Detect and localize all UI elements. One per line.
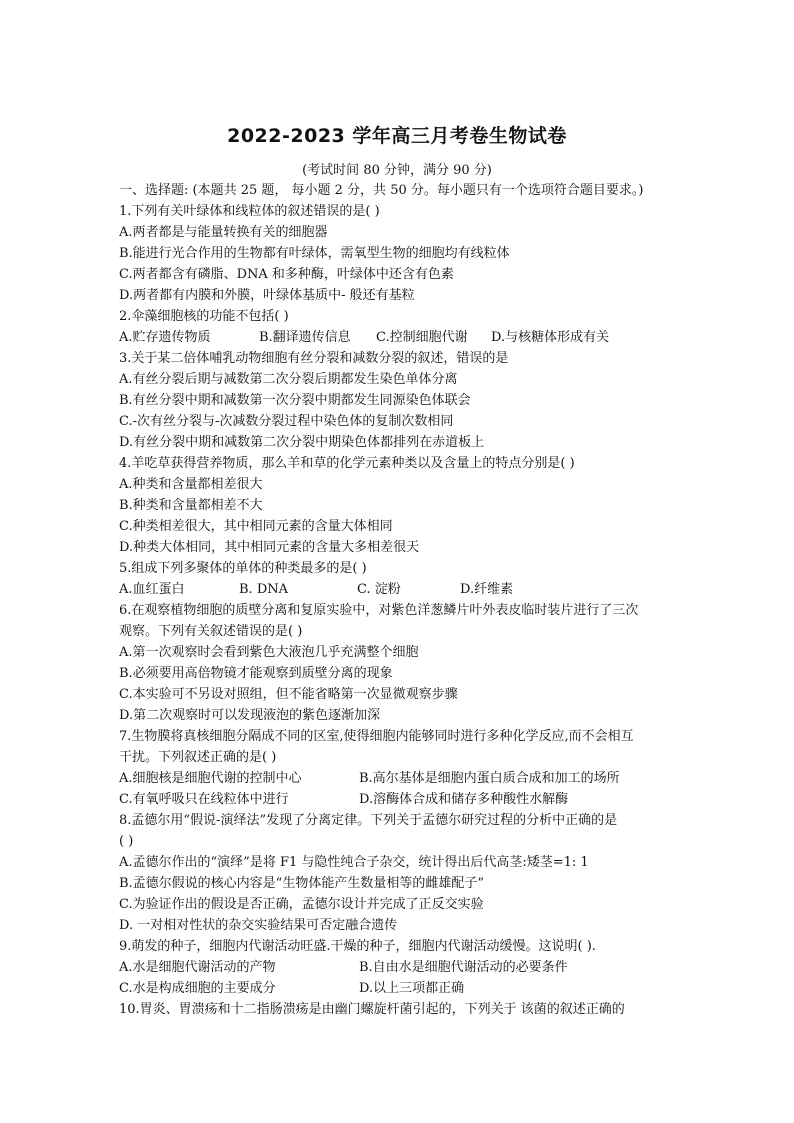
option-c: C.为验证作出的假设是否正确，孟德尔设计并完成了正反交实验: [119, 897, 484, 912]
page-title: 2022-2023 学年高三月考卷生物试卷: [227, 125, 567, 147]
option-d: D.与核糖体形成有关: [491, 330, 610, 345]
options-row: [119, 978, 679, 999]
question-stem: 4.羊吃草获得营养物质，那么羊和草的化学元素种类以及含量上的特点分别是( ): [119, 456, 575, 471]
question-stem: 10.胃炎、胃溃疡和十二指肠溃疡是由幽门螺旋杆菌引起的，下列关于 该菌的叙述正确的: [119, 1002, 625, 1017]
option-c: C.-次有丝分裂与-次减数分裂过程中染色体的复制次数相同: [119, 414, 454, 429]
question-stem-continued: 观察。下列有关叙述错误的是( ): [119, 624, 303, 639]
option-a: A.水是细胞代谢活动的产物: [119, 960, 276, 975]
option-b: B.必须要用高倍物镜才能观察到质壁分离的现象: [119, 666, 393, 681]
option-a: A.细胞核是细胞代谢的控制中心: [119, 771, 302, 786]
question-body: [119, 180, 679, 1020]
option-a: A.孟德尔作出的“演绎”是将 F1 与隐性纯合子杂交，统计得出后代高茎:矮茎=1: 1: [119, 855, 589, 870]
option-c: C.控制细胞代谢: [376, 330, 468, 345]
option-d: D.溶酶体合成和储存多种酸性水解酶: [359, 792, 569, 807]
option-a: A.两者都是与能量转换有关的细胞器: [119, 225, 328, 240]
option-c: C. 淀粉: [357, 582, 401, 597]
question-stem-continued: ( ): [119, 834, 134, 849]
option-a: A.有丝分裂后期与减数第二次分裂后期都发生染色单体分离: [119, 372, 458, 387]
options-row: [119, 768, 679, 789]
option-d: D.纤维素: [460, 582, 514, 597]
option-d: D.有丝分裂中期和减数第二次分裂中期染色体都排列在赤道板上: [119, 435, 485, 450]
option-b: B.能进行光合作用的生物都有叶绿体，需氧型生物的细胞均有线粒体: [119, 246, 510, 261]
option-a: A.种类和含量都相差很大: [119, 477, 263, 492]
option-b: B.种类和含量都相差不大: [119, 498, 263, 513]
option-d: D.第二次观察时可以发现液泡的紫色逐渐加深: [119, 708, 381, 723]
exam-info: (考试时间 80 分钟，满分 90 分): [302, 163, 492, 178]
question-stem: 5.组成下列多聚体的单体的种类最多的是( ): [119, 561, 367, 576]
question-stem: 9.萌发的种子，细胞内代谢活动旺盛.干燥的种子，细胞内代谢活动缓慢。这说明( ).: [119, 939, 596, 954]
option-d: D.两者都有内膜和外膜，叶绿体基质中- 般还有基粒: [119, 288, 415, 303]
section-header: 一、选择题: (本题共 25 题， 每小题 2 分，共 50 分。每小题只有一个选项符合题目要求。): [119, 183, 644, 198]
question-stem-continued: 干扰。下列叙述正确的是( ): [119, 750, 277, 765]
options-row: [119, 789, 679, 810]
option-b: B.高尔基体是细胞内蛋白质合成和加工的场所: [359, 771, 620, 786]
options-row: [119, 957, 679, 978]
option-c: C.两者都含有磷脂、DNA 和多种酶，叶绿体中还含有色素: [119, 267, 454, 282]
option-c: C.本实验可不另设对照组，但不能省略第一次显微观察步骤: [119, 687, 458, 702]
option-c: C.有氧呼吸只在线粒体中进行: [119, 792, 289, 807]
option-a: A.血红蛋白: [119, 582, 185, 597]
option-c: C.水是构成细胞的主要成分: [119, 981, 276, 996]
question-stem: 6.在观察植物细胞的质壁分离和复原实验中，对紫色洋葱鳞片叶外表皮临时装片进行了三次: [119, 603, 639, 618]
option-b: B. DNA: [239, 582, 289, 597]
options-row: [119, 579, 679, 600]
option-b: B.翻译遗传信息: [259, 330, 351, 345]
option-d: D.以上三项都正确: [359, 981, 465, 996]
option-d: D. 一对相对性状的杂交实验结果可否定融合遗传: [119, 918, 398, 933]
option-b: B.孟德尔假说的核心内容是“生物体能产生数量相等的雌雄配子”: [119, 876, 484, 891]
option-a: A.第一次观察时会看到紫色大液泡几乎充满整个细胞: [119, 645, 419, 660]
option-b: B.自由水是细胞代谢活动的必要条件: [359, 960, 568, 975]
question-stem: 3.关于某二倍体哺乳动物细胞有丝分裂和减数分裂的叙述，错误的是: [119, 351, 509, 366]
options-row: [119, 327, 679, 348]
option-d: D.种类大体相同，其中相同元素的含量大多相差很天: [119, 540, 420, 555]
option-a: A.贮存遗传物质: [119, 330, 211, 345]
question-stem: 2.伞藻细胞核的功能不包括( ): [119, 309, 289, 324]
question-stem: 8.孟德尔用“假说-演绎法”发现了分离定律。下列关于孟德尔研究过程的分析中正确的是: [119, 813, 618, 828]
question-stem: 1.下列有关叶绿体和线粒体的叙述错误的是( ): [119, 204, 380, 219]
option-b: B.有丝分裂中期和减数第一次分裂中期都发生同源染色体联会: [119, 393, 471, 408]
option-c: C.种类相差很大，其中相同元素的含量大体相同: [119, 519, 393, 534]
question-stem: 7.生物膜将真核细胞分隔成不同的区室,使得细胞内能够同时进行多种化学反应,而不会相互: [119, 729, 634, 744]
